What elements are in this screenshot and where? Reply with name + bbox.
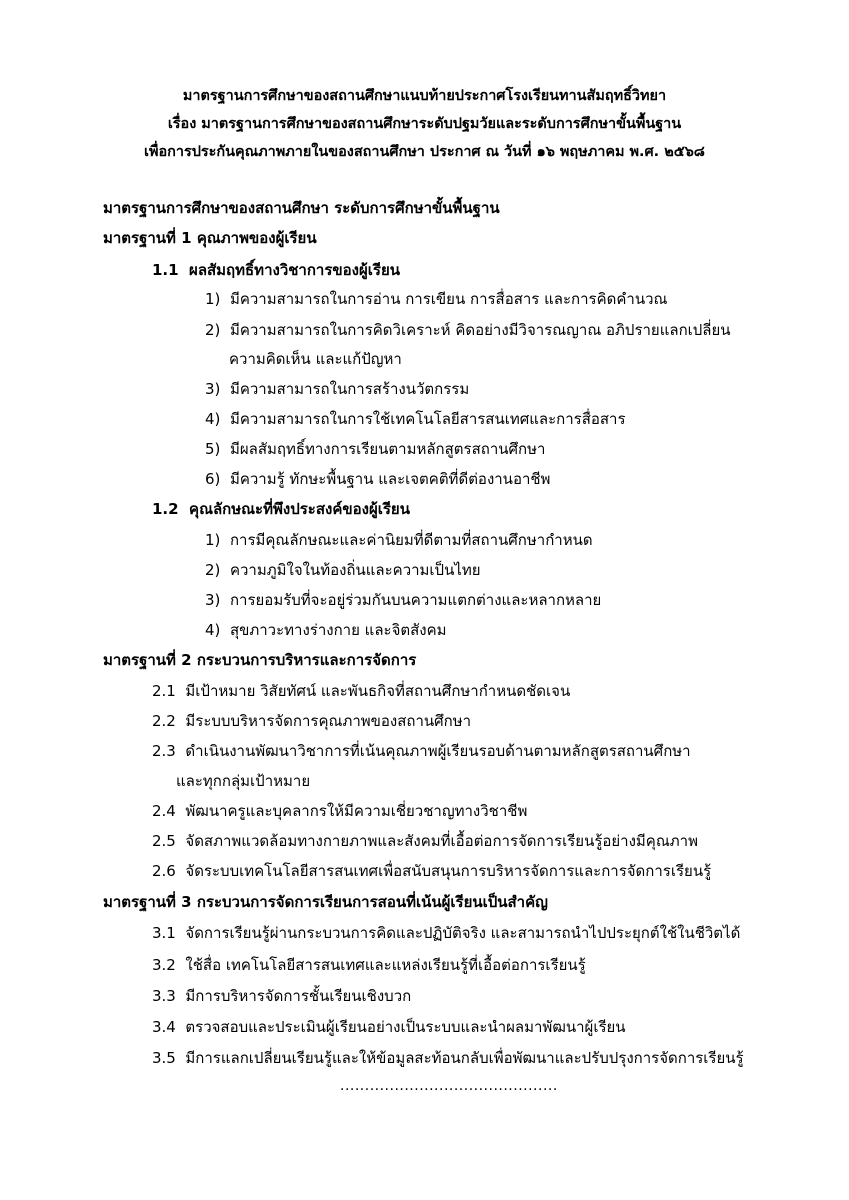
item-number: 2.4 (152, 802, 176, 820)
item-number: 2.2 (152, 712, 176, 730)
list-item-continuation (229, 347, 402, 371)
list-item (205, 618, 447, 642)
item-number: 2.5 (152, 832, 176, 850)
list-item (152, 1015, 626, 1039)
sub-standard-number: 1.2 (152, 500, 179, 518)
section-title: มาตรฐานการศึกษาของสถานศึกษา ระดับการศึกษาขั้นพื้นฐาน (103, 199, 500, 217)
item-number: 4) (205, 410, 221, 428)
item-number: 4) (205, 621, 221, 639)
standard-1-heading: มาตรฐานที่ 1 คุณภาพของผู้เรียน (103, 229, 317, 247)
list-item (205, 588, 601, 612)
item-text: มีการแลกเปลี่ยนเรียนรู้และให้ข้อมูลสะท้อนกลับเพื่อพัฒนาและปรับปรุงการจัดการเรียนรู้ (185, 1049, 744, 1067)
end-dotted-line: ............................................ (340, 1078, 558, 1094)
item-number: 6) (205, 470, 221, 488)
item-number: 5) (205, 440, 221, 458)
list-item (152, 829, 698, 853)
item-number: 3) (205, 380, 221, 398)
item-number: 3.5 (152, 1049, 176, 1067)
sub-standard-number: 1.1 (152, 261, 179, 279)
list-item (152, 1046, 744, 1070)
item-text: จัดการเรียนรู้ผ่านกระบวนการคิดและปฏิบัติจริง และสามารถนำไปประยุกต์ใช้ในชีวิตได้ (185, 924, 741, 942)
item-text: มีความสามารถในการสร้างนวัตกรรม (229, 380, 470, 398)
item-text: มีความสามารถในการคิดวิเคราะห์ คิดอย่างมีวิจารณญาณ อภิปรายแลกเปลี่ยน (229, 321, 731, 339)
list-item-continuation (176, 769, 310, 793)
list-item (152, 679, 570, 703)
item-text: มีความรู้ ทักษะพื้นฐาน และเจตคติที่ดีต่องานอาชีพ (229, 470, 551, 488)
list-item (205, 407, 626, 431)
header-line-1: มาตรฐานการศึกษาของสถานศึกษาแนบท้ายประกาศโรงเรียนทานสัมฤทธิ์วิทยา (182, 88, 667, 104)
header-line-2: เรื่อง มาตรฐานการศึกษาของสถานศึกษาระดับปฐมวัยและระดับการศึกษาขั้นพื้นฐาน (167, 116, 682, 132)
list-item (152, 953, 586, 977)
document-header (0, 82, 849, 166)
item-number: 2.1 (152, 682, 176, 700)
list-item (152, 859, 711, 883)
list-item (152, 709, 471, 733)
item-text: ดำเนินงานพัฒนาวิชาการที่เน้นคุณภาพผู้เรียนรอบด้านตามหลักสูตรสถานศึกษา (185, 742, 691, 760)
item-number: 3.1 (152, 924, 176, 942)
standard-3-heading: มาตรฐานที่ 3 กระบวนการจัดการเรียนการสอนที่เน้นผู้เรียนเป็นสำคัญ (103, 893, 548, 911)
item-text: จัดระบบเทคโนโลยีสารสนเทศเพื่อสนับสนุนการบริหารจัดการและการจัดการเรียนรู้ (185, 862, 712, 880)
item-number: 1) (205, 290, 221, 308)
item-text: มีเป้าหมาย วิสัยทัศน์ และพันธกิจที่สถานศึกษากำหนดชัดเจน (185, 682, 571, 700)
item-number: 3) (205, 591, 221, 609)
item-number: 2) (205, 561, 221, 579)
item-text: การยอมรับที่จะอยู่ร่วมกันบนความแตกต่างและหลากหลาย (229, 591, 602, 609)
list-item (205, 437, 545, 461)
item-number: 3.4 (152, 1018, 176, 1036)
item-text: การมีคุณลักษณะและค่านิยมที่ดีตามที่สถานศึกษากำหนด (229, 531, 593, 549)
item-text: พัฒนาครูและบุคลากรให้มีความเชี่ยวชาญทางวิชาชีพ (185, 802, 528, 820)
list-item (205, 528, 593, 552)
item-text: มีความสามารถในการใช้เทคโนโลยีสารสนเทศและการสื่อสาร (229, 410, 626, 428)
list-item (152, 921, 740, 945)
item-text: ใช้สื่อ เทคโนโลยีสารสนเทศและแหล่งเรียนรู้ที่เอื้อต่อการเรียนรู้ (185, 956, 586, 974)
item-text: สุขภาวะทางร่างกาย และจิตสังคม (229, 621, 447, 639)
sub-standard-title: คุณลักษณะที่พึงประสงค์ของผู้เรียน (189, 500, 410, 518)
item-number: 3.3 (152, 987, 176, 1005)
item-text: มีการบริหารจัดการชั้นเรียนเชิงบวก (185, 987, 412, 1005)
sub-standard-1-2-heading (152, 497, 410, 521)
sub-standard-1-1-heading (152, 258, 400, 282)
item-text: ความคิดเห็น และแก้ปัญหา (229, 350, 402, 368)
item-number: 2.3 (152, 742, 176, 760)
list-item (152, 739, 691, 763)
item-number: 2.6 (152, 862, 176, 880)
list-item (152, 799, 527, 823)
list-item (205, 377, 469, 401)
item-text: ความภูมิใจในท้องถิ่นและความเป็นไทย (229, 561, 481, 579)
item-number: 2) (205, 321, 221, 339)
item-number: 1) (205, 531, 221, 549)
list-item (205, 558, 481, 582)
item-text: มีผลสัมฤทธิ์ทางการเรียนตามหลักสูตรสถานศึกษา (229, 440, 546, 458)
item-number: 3.2 (152, 956, 176, 974)
sub-standard-title: ผลสัมฤทธิ์ทางวิชาการของผู้เรียน (189, 261, 401, 279)
item-text: มีระบบบริหารจัดการคุณภาพของสถานศึกษา (185, 712, 472, 730)
item-text: ตรวจสอบและประเมินผู้เรียนอย่างเป็นระบบและนำผลมาพัฒนาผู้เรียน (185, 1018, 626, 1036)
item-text: มีความสามารถในการอ่าน การเขียน การสื่อสาร และการคิดคำนวณ (229, 290, 668, 308)
list-item (205, 467, 550, 491)
standard-2-heading: มาตรฐานที่ 2 กระบวนการบริหารและการจัดการ (103, 651, 417, 669)
header-line-3: เพื่อการประกันคุณภาพภายในของสถานศึกษา ประกาศ ณ วันที่ ๑๖ พฤษภาคม พ.ศ. ๒๕๖๘ (144, 144, 705, 160)
list-item (205, 318, 731, 342)
item-text: และทุกกลุ่มเป้าหมาย (176, 772, 311, 790)
list-item (152, 984, 411, 1008)
item-text: จัดสภาพแวดล้อมทางกายภาพและสังคมที่เอื้อต่อการจัดการเรียนรู้อย่างมีคุณภาพ (185, 832, 698, 850)
list-item (205, 287, 667, 311)
